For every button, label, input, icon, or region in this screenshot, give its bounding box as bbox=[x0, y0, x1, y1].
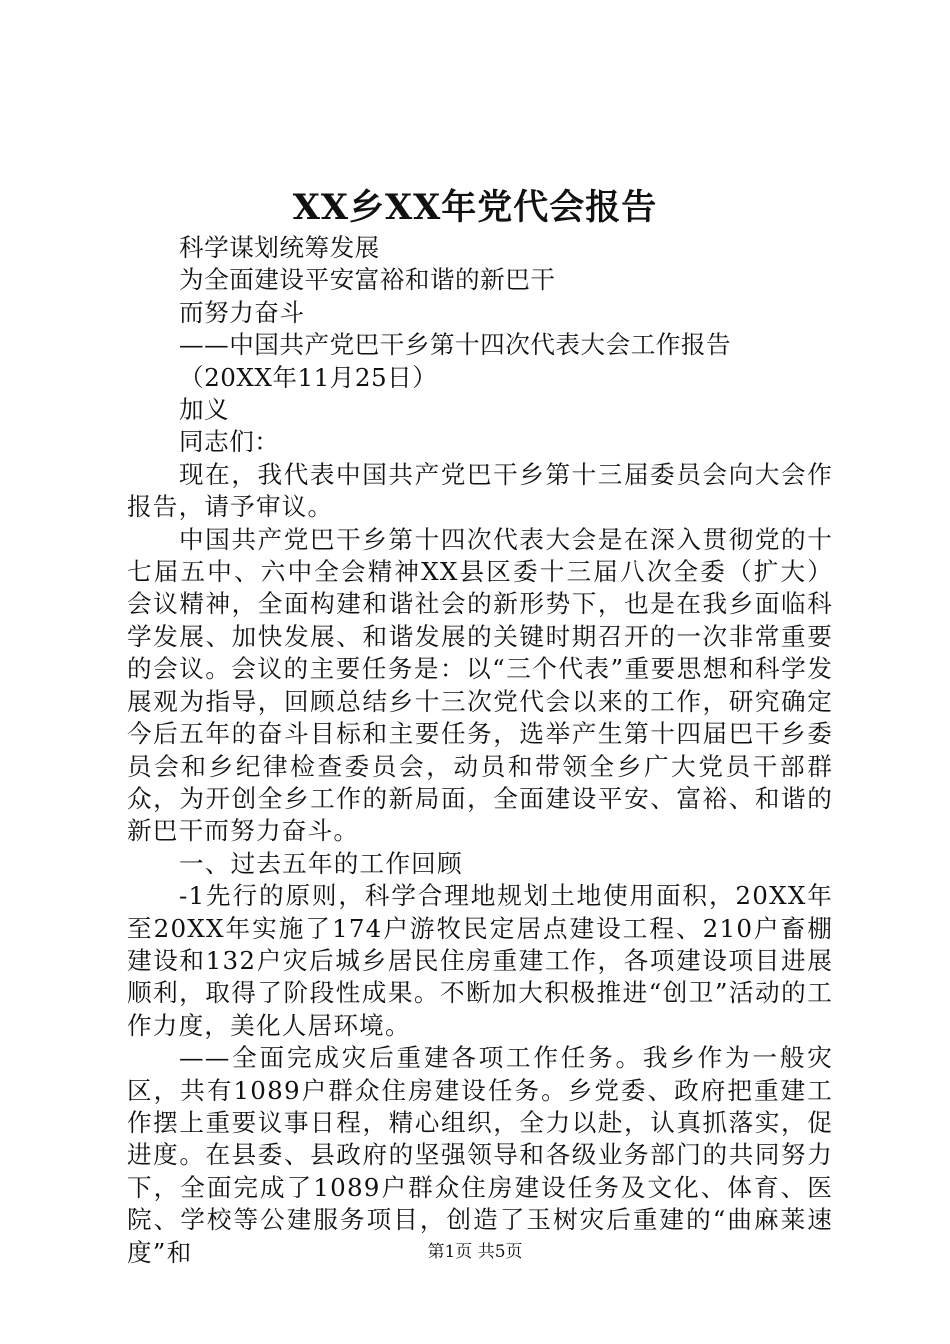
document-title: XX乡XX年党代会报告 bbox=[292, 187, 658, 228]
speaker-name: 加义 bbox=[179, 395, 230, 425]
report-name-line: ——中国共产党巴干乡第十四次代表大会工作报告 bbox=[179, 330, 732, 360]
paragraph-land-planning: -1先行的原则，科学合理地规划土地使用面积，20XX年至20XX年实施了174户游牧民定居点建设工程、210户畜棚建设和132户灾后城乡居民住房重建工作，各项建设项目进展顺利，取得了阶段性成果。不断加大积极推进“创卫”活动的工作力度，美化人居环境。 bbox=[127, 881, 833, 1040]
subtitle-line-2: 为全面建设平安富裕和谐的新巴干 bbox=[179, 265, 556, 295]
report-date-line: （20XX年11月25日） bbox=[179, 362, 438, 392]
subtitle-line-1: 科学谋划统筹发展 bbox=[179, 233, 380, 262]
paragraph-opening: 现在，我代表中国共产党巴干乡第十三届委员会向大会作报告，请予审议。 bbox=[127, 459, 833, 522]
paragraph-meeting-purpose: 中国共产党巴干乡第十四次代表大会是在深入贯彻党的十七届五中、六中全会精神XX县区委十三届八次全委（扩大）会议精神，全面构建和谐社会的新形势下，也是在我乡面临科学发展、加快发展、和谐发展的关键时期召开的一次非常重要的会议。会议的主要任务是：以“三个代表”重要思想和科学发展观为指导，回顾总结乡十三次党代会以来的工作，研究确定今后五年的奋斗目标和主要任务，选举产生第十四届巴干乡委员会和乡纪律检查委员会，动员和带领全乡广大党员干部群众，为开创全乡工作的新局面，全面建设平安、富裕、和谐的新巴干而努力奋斗。 bbox=[127, 524, 833, 846]
page-footer: 第1页 共5页 bbox=[427, 1242, 523, 1262]
paragraph-reconstruction: ——全面完成灾后重建各项工作任务。我乡作为一般灾区，共有1089户群众住房建设任务。乡党委、政府把重建工作摆上重要议事日程，精心组织，全力以赴，认真抓落实，促进度。在县委、县政府的坚强领导和各级业务部门的共同努力下，全面完成了1089户群众住房建设任务及文化、体育、医院、学校等公建服务项目，创造了玉树灾后重建的“曲麻莱速度”和 bbox=[127, 1043, 833, 1267]
document-body bbox=[127, 232, 833, 1269]
section-heading-review: 一、过去五年的工作回顾 bbox=[179, 848, 463, 878]
salutation: 同志们： bbox=[179, 427, 280, 457]
subtitle-line-3: 而努力奋斗 bbox=[179, 297, 305, 327]
